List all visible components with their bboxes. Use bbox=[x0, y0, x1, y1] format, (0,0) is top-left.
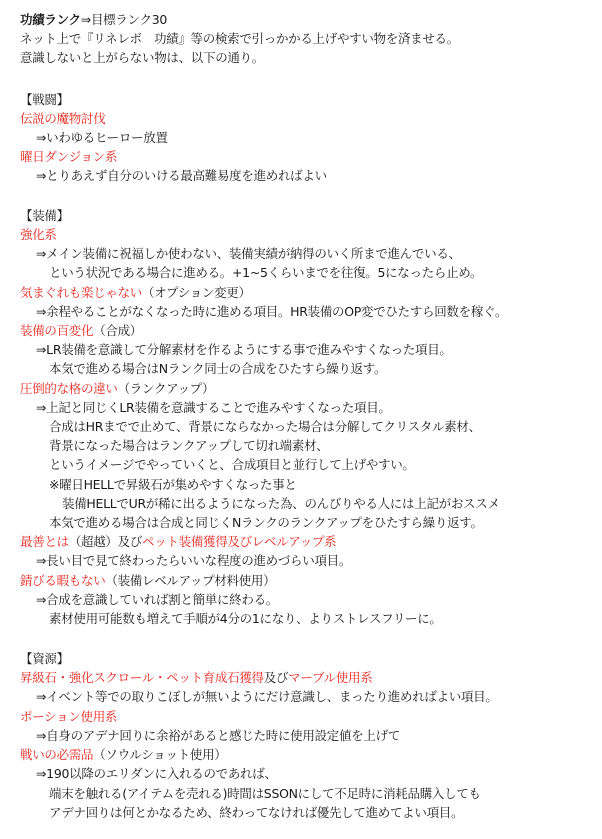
equipment-item-1-desc-1: ⇒メイン装備に祝福しか使わない、装備実績が納得のいく所まで進んでいる、 bbox=[36, 246, 461, 261]
equipment-item-4-title: 圧倒的な格の違い bbox=[20, 381, 118, 396]
intro-title: 功績ランク bbox=[20, 12, 81, 27]
equipment-item-2-title-line bbox=[20, 284, 251, 301]
equipment-item-5-mid: （超越）及び bbox=[68, 534, 143, 549]
intro-title-line bbox=[20, 11, 167, 28]
equipment-item-2-title: 気まぐれも楽じゃない bbox=[20, 285, 143, 300]
equipment-item-3-desc-1: ⇒LR装備を意識して分解素材を作るようにする事で進みやすくなった項目。 bbox=[36, 342, 452, 357]
battle-item-2-desc: ⇒とりあえず自分のいける最高難易度を進めればよい bbox=[36, 168, 327, 183]
equipment-item-3-title-line bbox=[20, 322, 142, 339]
battle-item-1-title: 伝説の魔物討伐 bbox=[20, 111, 106, 126]
equipment-item-1-title: 強化系 bbox=[20, 227, 57, 242]
equipment-item-6-sub: （装備レベルアップ材料使用） bbox=[105, 573, 276, 588]
section-header-resources: 【資源】 bbox=[20, 651, 69, 666]
equipment-item-4-title-line bbox=[20, 380, 214, 397]
equipment-item-5-desc: ⇒長い目で見て終わったらいいな程度の進めづらい項目。 bbox=[36, 553, 352, 568]
intro-line-2: 意識しないと上がらない物は、以下の通り。 bbox=[20, 50, 265, 65]
equipment-item-4-desc-3: 背景になった場合はランクアップして切れ端素材、 bbox=[49, 438, 329, 453]
equipment-item-4-desc-7: 本気で進める場合は合成と同じくNランクのランクアップをひたすら繰り返す。 bbox=[49, 515, 483, 530]
equipment-item-4-desc-4: というイメージでやっていくと、合成項目と並行して上げやすい。 bbox=[49, 457, 415, 472]
equipment-item-6-desc-2: 素材使用可能数も増えて手順が4分の1になり、よりストレスフリーに。 bbox=[49, 611, 442, 626]
resources-item-3-title: 戦いの必需品 bbox=[20, 747, 94, 762]
section-header-battle: 【戦闘】 bbox=[20, 92, 69, 107]
resources-item-3-desc-3: アデナ回りは何とかなるため、終わってなければ優先して進めてよい項目。 bbox=[49, 805, 464, 820]
resources-item-1-title-line bbox=[20, 669, 372, 686]
resources-item-2-title: ポーション使用系 bbox=[20, 709, 118, 724]
equipment-item-2-sub: （オプション変更） bbox=[142, 285, 251, 300]
equipment-item-3-title: 装備の百変化 bbox=[20, 323, 94, 338]
battle-item-2-title: 曜日ダンジョン系 bbox=[20, 149, 118, 164]
equipment-item-6-title: 錆びる暇もない bbox=[20, 573, 106, 588]
equipment-item-4-desc-1: ⇒上記と同じくLR装備を意識することで進みやすくなった項目。 bbox=[36, 400, 391, 415]
resources-item-2-desc: ⇒自身のアデナ回りに余裕があると感じた時に使用設定値を上げて bbox=[36, 728, 400, 743]
equipment-item-6-desc-1: ⇒合成を意識していれば割と簡単に終わる。 bbox=[36, 592, 278, 607]
equipment-item-2-desc: ⇒余程やることがなくなった時に進める項目。HR装備のOP変でひたすら回数を稼ぐ。 bbox=[36, 304, 508, 319]
equipment-item-1-desc-2: という状況である場合に進める。+1~5くらいまでを往復。5になったら止め。 bbox=[49, 265, 483, 280]
equipment-item-3-desc-2: 本気で進める場合はNランク同士の合成をひたすら繰り返す。 bbox=[49, 361, 387, 376]
resources-item-1-title-b: マーブル使用系 bbox=[288, 670, 373, 685]
section-header-equipment: 【装備】 bbox=[20, 208, 69, 223]
resources-item-1-title-a: 昇級石・強化スクロール・ペット育成石獲得 bbox=[20, 670, 264, 685]
equipment-item-5-title-line bbox=[20, 533, 336, 550]
resources-item-3-desc-1: ⇒190以降のエリダンに入れるのであれば、 bbox=[36, 766, 277, 781]
resources-item-3-desc-2: 端末を触れる(アイテムを売れる)時間はSSONにして不足時に消耗品購入しても bbox=[49, 786, 481, 801]
equipment-item-3-sub: （合成） bbox=[93, 323, 143, 338]
equipment-item-4-sub: （ランクアップ） bbox=[117, 381, 215, 396]
equipment-item-5-title-b: ペット装備獲得及びレベルアップ系 bbox=[142, 534, 337, 549]
equipment-item-4-desc-6: 装備HELLでURが稀に出るようになった為、のんびりやる人には上記がおススメ bbox=[62, 496, 500, 511]
resources-item-3-title-line bbox=[20, 746, 226, 763]
intro-line-1: ネット上で『リネレボ 功績』等の検索で引っかかる上げやすい物を済ませる。 bbox=[20, 31, 459, 46]
resources-item-3-sub: （ソウルショット使用） bbox=[93, 747, 227, 762]
resources-item-1-mid: 及び bbox=[263, 670, 289, 685]
equipment-item-5-title-a: 最善とは bbox=[20, 534, 69, 549]
battle-item-1-desc: ⇒いわゆるヒーロー放置 bbox=[36, 130, 168, 145]
equipment-item-4-desc-5: ※曜日HELLで昇級石が集めやすくなった事と bbox=[49, 477, 297, 492]
resources-item-1-desc: ⇒イベント等での取りこぼしが無いようにだけ意識し、まったり進めればよい項目。 bbox=[36, 689, 498, 704]
equipment-item-6-title-line bbox=[20, 572, 275, 589]
intro-target: ⇒目標ランク30 bbox=[80, 12, 167, 27]
equipment-item-4-desc-2: 合成はHRまでで止めて、背景にならなかった場合は分解してクリスタル素材、 bbox=[49, 419, 481, 434]
